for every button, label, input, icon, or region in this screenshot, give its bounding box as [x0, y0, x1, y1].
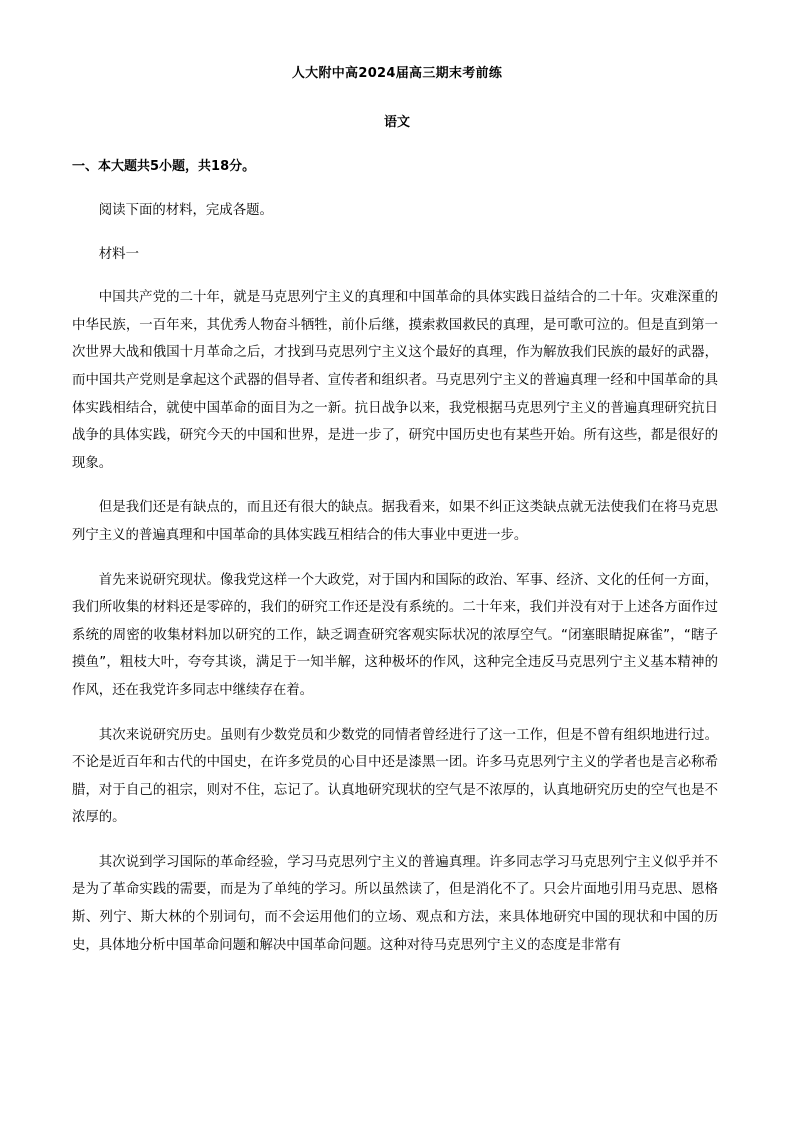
body-paragraph: 其次来说研究历史。虽则有少数党员和少数党的同情者曾经进行了这一工作，但是不曾有组织地进行过。不论是近百年和古代的中国史，在许多党员的心目中还是漆黑一团。许多马克思列宁主义的学者也是言必称希腊，对于自己的祖宗，则对不住，忘记了。认真地研究现状的空气是不浓厚的，认真地研究历史的空气也是不浓厚的。	[72, 727, 718, 826]
subject-heading: 语文	[383, 115, 410, 130]
body-paragraph: 但是我们还是有缺点的，而且还有很大的缺点。据我看来，如果不纠正这类缺点就无法使我们在将马克思列宁主义的普遍真理和中国革命的具体实践互相结合的伟大事业中更进一步。	[72, 500, 718, 543]
document-body	[72, 197, 718, 976]
instruction-text: 阅读下面的材料，完成各题。	[98, 203, 273, 218]
body-paragraph: 首先来说研究现状。像我党这样一个大政党，对于国内和国际的政治、军事、经济、文化的任何一方面，我们所收集的材料还是零碎的，我们的研究工作还是没有系统的。二十年来，我们并没有对于上述各方面作过系统的周密的收集材料加以研究的工作，缺乏调查研究客观实际状况的浓厚空气。“闭塞眼睛捉麻雀”，“瞎子摸鱼”，粗枝大叶，夸夸其谈，满足于一知半解，这种极坏的作风，这种完全违反马克思列宁主义基本精神的作风，还在我党许多同志中继续存在着。	[72, 572, 718, 698]
material-label: 材料一	[98, 246, 139, 262]
section-heading: 一、本大题共5小题，共18分。	[72, 159, 256, 174]
body-paragraph: 其次说到学习国际的革命经验，学习马克思列宁主义的普遍真理。许多同志学习马克思列宁主义似乎并不是为了革命实践的需要，而是为了单纯的学习。所以虽然读了，但是消化不了。只会片面地引用马克思、恩格斯、列宁、斯大林的个别词句，而不会运用他们的立场、观点和方法，来具体地研究中国的现状和中国的历史，具体地分析中国革命问题和解决中国革命问题。这种对待马克思列宁主义的态度是非常有	[72, 854, 718, 953]
body-paragraph: 中国共产党的二十年，就是马克思列宁主义的真理和中国革命的具体实践日益结合的二十年。灾难深重的中华民族，一百年来，其优秀人物奋斗牺牲，前仆后继，摸索救国救民的真理，是可歌可泣的。但是直到第一次世界大战和俄国十月革命之后，才找到马克思列宁主义这个最好的真理，作为解放我们民族的最好的武器，而中国共产党则是拿起这个武器的倡导者、宣传者和组织者。马克思列宁主义的普遍真理一经和中国革命的具体实践相结合，就使中国革命的面目为之一新。抗日战争以来，我党根据马克思列宁主义的普遍真理研究抗日战争的具体实践，研究今天的中国和世界，是进一步了，研究中国历史也有某些开始。所有这些，都是很好的现象。	[72, 290, 718, 471]
document-title: 人大附中高2024届高三期末考前练	[291, 66, 503, 81]
